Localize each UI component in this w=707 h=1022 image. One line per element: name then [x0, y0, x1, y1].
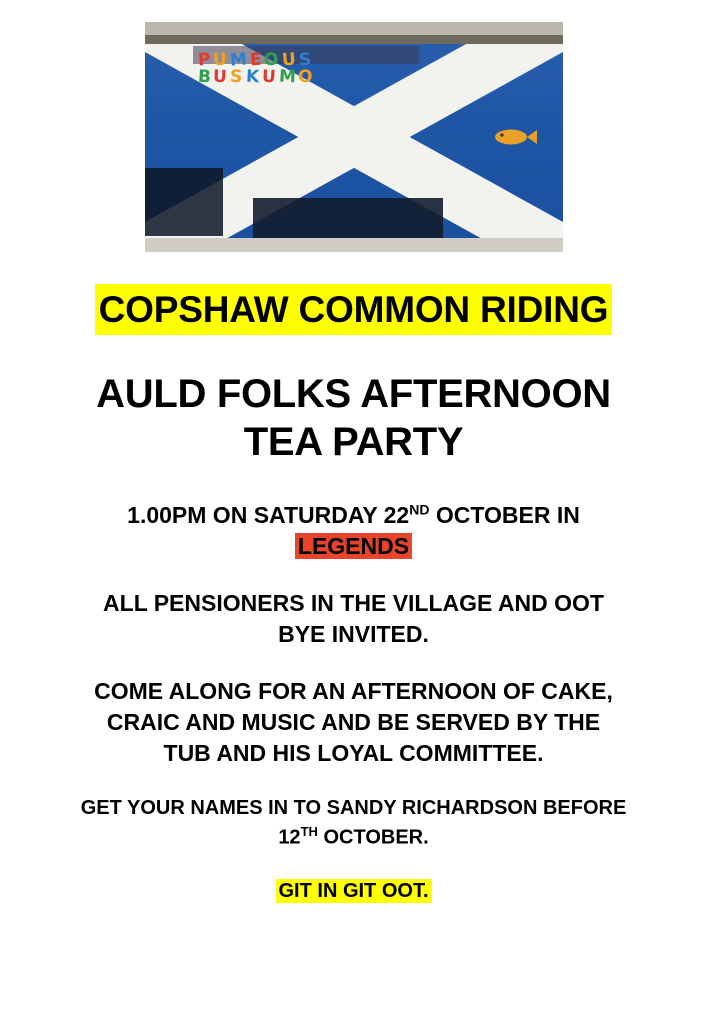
when-ordinal-suffix: ND	[409, 501, 430, 518]
footer-text: GIT IN GIT OOT.	[276, 879, 432, 903]
poster-footer	[44, 880, 664, 903]
photo-dark-panel-left	[145, 168, 223, 236]
fish-icon	[493, 126, 537, 148]
when-prefix: 1.00PM ON SATURDAY 22	[127, 501, 410, 528]
rsvp-paragraph	[44, 795, 664, 852]
invite-line-1: ALL PENSIONERS IN THE VILLAGE AND OOT	[103, 589, 604, 616]
colored-letter-banner: PUMEOUS BUSKUMO	[196, 49, 315, 88]
invite-paragraph	[44, 588, 664, 650]
event-time-line	[34, 500, 674, 531]
headline-line-1: AULD FOLKS AFTERNOON	[96, 372, 611, 417]
poster-headline	[34, 371, 674, 465]
photo-bottom-strip	[145, 238, 563, 252]
poster-title	[50, 284, 658, 335]
poster-title-text: COPSHAW COMMON RIDING	[95, 284, 613, 335]
rsvp-prefix: 12	[278, 826, 301, 849]
rsvp-line-1: GET YOUR NAMES IN TO SANDY RICHARDSON BEFORE	[80, 797, 627, 820]
event-time-and-venue	[34, 500, 674, 562]
body-paragraph	[44, 676, 664, 769]
when-suffix: OCTOBER IN	[429, 501, 580, 528]
poster	[0, 22, 707, 1022]
rsvp-line-2	[44, 823, 664, 852]
rsvp-ordinal-suffix: TH	[300, 823, 318, 839]
body-line-2: CRAIC AND MUSIC AND BE SERVED BY THE	[106, 708, 601, 735]
rsvp-suffix: OCTOBER.	[317, 826, 429, 849]
body-line-1: COME ALONG FOR AN AFTERNOON OF CAKE,	[94, 677, 613, 704]
invite-line-2: BYE INVITED.	[278, 620, 429, 647]
flag-photo	[145, 22, 563, 252]
photo-top-strip	[145, 22, 563, 44]
photo-dark-panel-bottom	[253, 198, 443, 238]
body-line-3: TUB AND HIS LOYAL COMMITTEE.	[163, 740, 544, 767]
headline-line-2: TEA PARTY	[243, 419, 464, 464]
event-venue-line	[34, 531, 674, 562]
venue-name: LEGENDS	[295, 533, 412, 559]
